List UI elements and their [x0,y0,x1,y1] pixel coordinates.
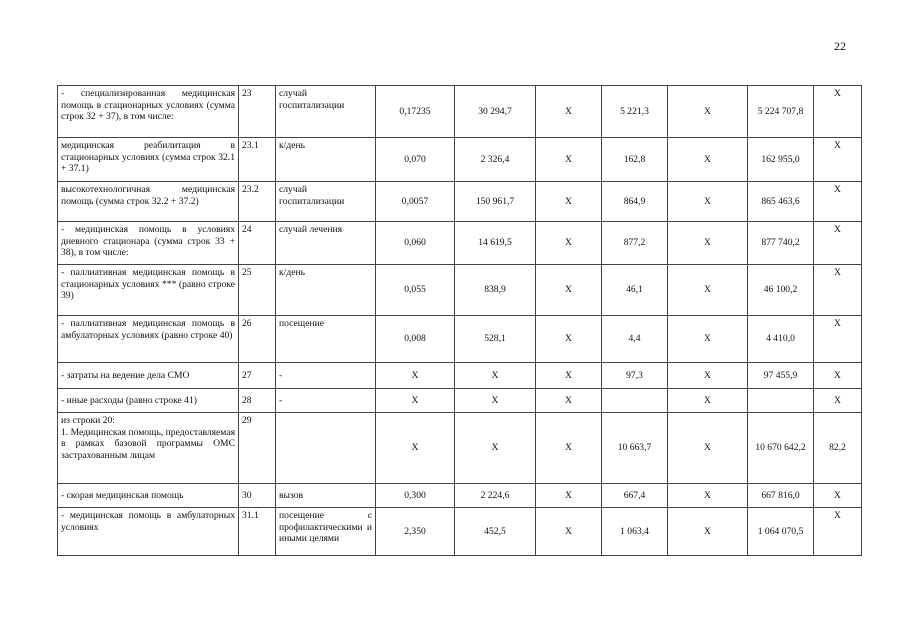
row-unit: случай лечения [276,222,376,265]
row-unit: посещение с профилактическими и иными целями [276,508,376,556]
cell-value [748,389,814,413]
cell-value: 10 670 642,2 [748,413,814,484]
cell-value: 877,2 [602,222,668,265]
cell-value: X [536,363,602,389]
row-name: - скорая медицинская помощь [58,484,239,508]
cell-value: 0,070 [376,138,455,182]
cell-value: X [536,389,602,413]
cell-value: X [376,389,455,413]
cell-value: 528,1 [455,316,536,363]
row-unit: к/день [276,138,376,182]
cell-value: X [668,389,748,413]
cell-value: 0,0057 [376,182,455,222]
cell-value: X [536,86,602,138]
cell-value: X [668,138,748,182]
table-row [58,363,862,389]
table-row [58,508,862,556]
cell-value: 162 955,0 [748,138,814,182]
row-unit: - [276,363,376,389]
cell-value: 0,060 [376,222,455,265]
row-unit: случай госпитализации [276,182,376,222]
cell-value: X [455,363,536,389]
cell-value: X [814,222,862,265]
table-row [58,222,862,265]
table-row [58,265,862,316]
table-row [58,484,862,508]
row-name: медицинская реабилитация в стационарных условиях (сумма строк 32.1 + 37.1) [58,138,239,182]
cell-value: X [536,182,602,222]
table-row [58,138,862,182]
cell-value: X [376,363,455,389]
row-number: 23 [239,86,276,138]
row-name: - медицинская помощь в амбулаторных условиях [58,508,239,556]
cell-value: X [814,265,862,316]
row-unit: вызов [276,484,376,508]
row-number: 24 [239,222,276,265]
row-name: - медицинская помощь в условиях дневного стационара (сумма строк 33 + 38), в том числе: [58,222,239,265]
cell-value: X [814,363,862,389]
cell-value: 2,350 [376,508,455,556]
row-name: - паллиативная медицинская помощь в амбулаторных условиях (равно строке 40) [58,316,239,363]
cell-value: 162,8 [602,138,668,182]
cell-value: X [536,413,602,484]
cell-value: 97 455,9 [748,363,814,389]
cell-value: X [814,86,862,138]
cell-value: 4,4 [602,316,668,363]
cell-value: X [814,316,862,363]
cell-value: 864,9 [602,182,668,222]
financing-table [57,85,862,556]
cell-value: X [668,363,748,389]
cell-value: 5 221,3 [602,86,668,138]
cell-value: X [668,413,748,484]
row-unit: посещение [276,316,376,363]
row-number: 25 [239,265,276,316]
cell-value: X [536,138,602,182]
cell-value: 1 063,4 [602,508,668,556]
cell-value: X [536,265,602,316]
cell-value: 46,1 [602,265,668,316]
table-row [58,86,862,138]
table-row [58,413,862,484]
row-number: 23.1 [239,138,276,182]
cell-value: 10 663,7 [602,413,668,484]
cell-value: X [536,316,602,363]
cell-value: 865 463,6 [748,182,814,222]
row-name: из строки 20: 1. Медицинская помощь, предоставляемая в рамках базовой программы ОМС застрахованным лицам [58,413,239,484]
cell-value: X [814,182,862,222]
cell-value: 150 961,7 [455,182,536,222]
cell-value: X [455,389,536,413]
cell-value: X [668,265,748,316]
cell-value: 838,9 [455,265,536,316]
cell-value: 667 816,0 [748,484,814,508]
cell-value: X [536,508,602,556]
table-row [58,182,862,222]
cell-value [602,389,668,413]
cell-value: 97,3 [602,363,668,389]
cell-value: X [668,182,748,222]
row-number: 26 [239,316,276,363]
cell-value: 0,055 [376,265,455,316]
row-number: 27 [239,363,276,389]
cell-value: X [814,138,862,182]
cell-value: 5 224 707,8 [748,86,814,138]
cell-value: X [668,222,748,265]
cell-value: X [668,508,748,556]
cell-value: 30 294,7 [455,86,536,138]
cell-value: X [536,484,602,508]
row-number: 23.2 [239,182,276,222]
cell-value: X [668,316,748,363]
cell-value: X [668,86,748,138]
row-number: 29 [239,413,276,484]
cell-value: X [814,508,862,556]
cell-value: 667,4 [602,484,668,508]
row-name: - иные расходы (равно строке 41) [58,389,239,413]
cell-value: 2 224,6 [455,484,536,508]
cell-value: 0,008 [376,316,455,363]
cell-value: X [814,484,862,508]
table-row [58,389,862,413]
row-unit: случай госпитализации [276,86,376,138]
cell-value: 877 740,2 [748,222,814,265]
row-unit [276,413,376,484]
cell-value: X [668,484,748,508]
row-name: - специализированная медицинская помощь в стационарных условиях (сумма строк 32 + 37), в том числе: [58,86,239,138]
row-name: высокотехнологичная медицинская помощь (сумма строк 32.2 + 37.2) [58,182,239,222]
cell-value: 452,5 [455,508,536,556]
page-number: 22 [834,39,846,53]
cell-value: 46 100,2 [748,265,814,316]
cell-value: 14 619,5 [455,222,536,265]
cell-value: X [376,413,455,484]
row-unit: к/день [276,265,376,316]
cell-value: 0,17235 [376,86,455,138]
row-name: - затраты на ведение дела СМО [58,363,239,389]
row-unit: - [276,389,376,413]
row-number: 30 [239,484,276,508]
cell-value: X [536,222,602,265]
cell-value: 0,300 [376,484,455,508]
cell-value: X [814,389,862,413]
cell-value: 1 064 070,5 [748,508,814,556]
cell-value: 4 410,0 [748,316,814,363]
cell-value: 2 326,4 [455,138,536,182]
row-name: - паллиативная медицинская помощь в стационарных условиях *** (равно строке 39) [58,265,239,316]
table-row [58,316,862,363]
cell-value: 82,2 [814,413,862,484]
cell-value: X [455,413,536,484]
row-number: 28 [239,389,276,413]
row-number: 31.1 [239,508,276,556]
